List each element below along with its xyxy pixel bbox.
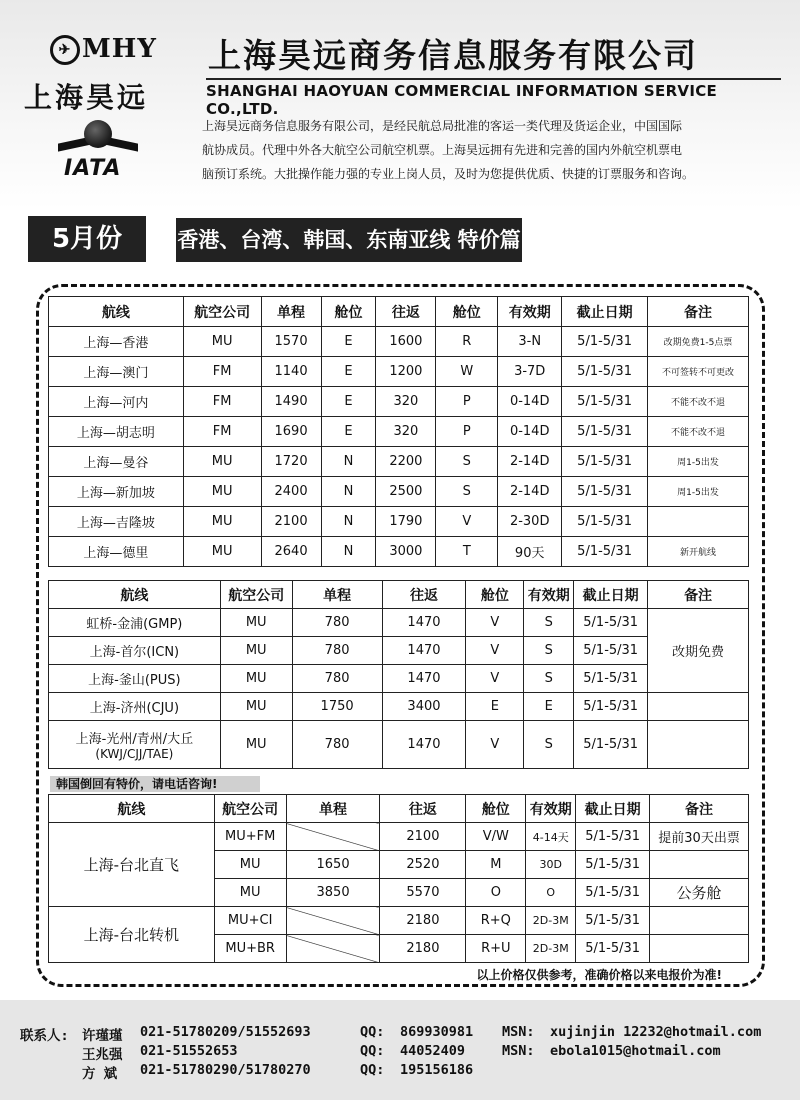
contact-name: 王兆强 <box>82 1047 123 1063</box>
roundtrip-cell: 1470 <box>382 665 466 693</box>
company-name-en: SHANGHAI HAOYUAN COMMERCIAL INFORMATION SERVICE CO.,LTD. <box>206 78 781 118</box>
airline-cell: MU <box>183 477 261 507</box>
deadline-cell: 5/1-5/31 <box>562 477 648 507</box>
oneway-cell: 1690 <box>261 417 321 447</box>
col-header: 航空公司 <box>214 795 286 823</box>
oneway-cell: 2100 <box>261 507 321 537</box>
msn-address[interactable]: ebola1015@hotmail.com <box>550 1043 721 1059</box>
airline-cell: MU <box>220 721 292 769</box>
route-cell: 上海—新加坡 <box>49 477 184 507</box>
deadline-cell: 5/1-5/31 <box>562 507 648 537</box>
col-header: 备注 <box>648 581 749 609</box>
col-header: 舱位 <box>466 795 526 823</box>
remark-cell: 公务舱 <box>650 879 749 907</box>
class-cell: V <box>466 665 524 693</box>
class-cell: E <box>321 327 376 357</box>
col-header: 航线 <box>49 297 184 327</box>
remark-cell: 改期免费 <box>648 609 749 693</box>
month-badge: 5月份 <box>28 216 146 262</box>
remark-cell <box>650 935 749 963</box>
validity-cell: 4-14天 <box>526 823 576 851</box>
table-row <box>49 693 749 721</box>
class-cell: T <box>436 537 498 567</box>
col-header: 往返 <box>380 795 466 823</box>
header-banner <box>0 0 800 210</box>
roundtrip-cell: 2520 <box>380 851 466 879</box>
airline-cell: MU <box>220 609 292 637</box>
validity-cell: O <box>526 879 576 907</box>
validity-cell: 2-30D <box>498 507 562 537</box>
oneway-cell: 3850 <box>286 879 380 907</box>
route-cell: 上海-台北转机 <box>49 907 215 963</box>
msn-label: MSN: <box>502 1024 535 1040</box>
airline-cell: MU <box>183 537 261 567</box>
route-codes: (KWJ/CJJ/TAE) <box>95 747 174 761</box>
contact-name: 许瑾瑾 <box>82 1028 123 1044</box>
table-header-row <box>49 795 749 823</box>
roundtrip-cell: 320 <box>376 417 436 447</box>
deadline-cell: 5/1-5/31 <box>562 327 648 357</box>
korea-fare-table <box>48 580 749 769</box>
table-row <box>49 823 749 851</box>
oneway-cell: 780 <box>292 609 382 637</box>
airline-cell: MU <box>183 327 261 357</box>
col-header: 往返 <box>382 581 466 609</box>
col-header: 有效期 <box>498 297 562 327</box>
logo-chinese-name: 上海昊远 <box>24 81 149 114</box>
oneway-cell-empty <box>286 823 380 851</box>
airline-cell: FM <box>183 417 261 447</box>
airline-cell: MU <box>220 637 292 665</box>
remark-cell <box>650 851 749 879</box>
roundtrip-cell: 1200 <box>376 357 436 387</box>
deadline-cell: 5/1-5/31 <box>562 357 648 387</box>
contact-phone: 021-51552653 <box>140 1043 238 1059</box>
qq-number: 869930981 <box>400 1024 474 1040</box>
remark-cell <box>650 907 749 935</box>
col-header: 舱位 <box>321 297 376 327</box>
table-row <box>49 507 749 537</box>
msn-address[interactable]: xujinjin 12232@hotmail.com <box>550 1024 762 1040</box>
table-row <box>49 907 749 935</box>
contact-phone: 021-51780290/51780270 <box>140 1062 311 1078</box>
remark-cell <box>648 693 749 721</box>
remark-cell <box>648 507 749 537</box>
class-cell: S <box>436 447 498 477</box>
intro-line: 脑预订系统。大批操作能力强的专业上岗人员，及时为您提供优质、快捷的订票服务和咨询。 <box>202 167 695 181</box>
roundtrip-cell: 2100 <box>380 823 466 851</box>
airline-cell: MU <box>183 447 261 477</box>
remark-cell: 不能不改不退 <box>648 387 749 417</box>
col-header: 航空公司 <box>183 297 261 327</box>
qq-number: 195156186 <box>400 1062 474 1078</box>
route-cell: 上海-釜山(PUS) <box>49 665 221 693</box>
logo-emblem-icon: ✈ <box>50 35 80 65</box>
route-cell: 上海—澳门 <box>49 357 184 387</box>
col-header: 单程 <box>261 297 321 327</box>
route-cell: 上海—吉隆坡 <box>49 507 184 537</box>
class-cell: V/W <box>466 823 526 851</box>
class-cell: O <box>466 879 526 907</box>
col-header: 备注 <box>650 795 749 823</box>
intro-line: 航协成员。代理中外各大航空公司航空机票。上海昊远拥有先进和完善的国内外航空机票电 <box>202 143 683 157</box>
validity-cell: 3-N <box>498 327 562 357</box>
iata-logo <box>58 118 138 184</box>
korea-special-note: 韩国倒回有特价，请电话咨询! <box>50 776 260 792</box>
col-header: 有效期 <box>526 795 576 823</box>
airline-cell: MU+CI <box>214 907 286 935</box>
airline-cell: FM <box>183 387 261 417</box>
remark-cell: 改期免费1-5点票 <box>648 327 749 357</box>
class-cell: E <box>321 357 376 387</box>
remark-cell: 周1-5出发 <box>648 447 749 477</box>
qq-label: QQ: <box>360 1043 385 1059</box>
iata-text: IATA <box>64 156 122 181</box>
deadline-cell: 5/1-5/31 <box>576 823 650 851</box>
airline-cell: MU <box>220 665 292 693</box>
col-header: 截止日期 <box>574 581 648 609</box>
validity-cell: S <box>524 609 574 637</box>
deadline-cell: 5/1-5/31 <box>576 935 650 963</box>
contact-phone: 021-51780209/51552693 <box>140 1024 311 1040</box>
remark-cell: 不能不改不退 <box>648 417 749 447</box>
route-cell: 上海—河内 <box>49 387 184 417</box>
oneway-cell: 1720 <box>261 447 321 477</box>
class-cell: N <box>321 447 376 477</box>
oneway-cell: 1650 <box>286 851 380 879</box>
deadline-cell: 5/1-5/31 <box>574 637 648 665</box>
table-row <box>49 537 749 567</box>
remark-cell: 新开航线 <box>648 537 749 567</box>
col-header: 航空公司 <box>220 581 292 609</box>
logo-text: MHY <box>82 34 157 64</box>
col-header: 截止日期 <box>576 795 650 823</box>
validity-cell: 30D <box>526 851 576 879</box>
msn-label: MSN: <box>502 1043 535 1059</box>
oneway-cell: 1490 <box>261 387 321 417</box>
table-row <box>49 665 749 693</box>
validity-cell: 90天 <box>498 537 562 567</box>
roundtrip-cell: 1790 <box>376 507 436 537</box>
deadline-cell: 5/1-5/31 <box>574 721 648 769</box>
deadline-cell: 5/1-5/31 <box>576 907 650 935</box>
airline-cell: MU+FM <box>214 823 286 851</box>
deadline-cell: 5/1-5/31 <box>576 879 650 907</box>
airline-cell: MU <box>220 693 292 721</box>
col-header: 单程 <box>286 795 380 823</box>
globe-icon <box>84 120 112 148</box>
taiwan-fare-table <box>48 794 749 963</box>
oneway-cell: 1140 <box>261 357 321 387</box>
class-cell: V <box>436 507 498 537</box>
table-row <box>49 417 749 447</box>
deadline-cell: 5/1-5/31 <box>562 417 648 447</box>
airline-cell: MU <box>214 879 286 907</box>
col-header: 舱位 <box>466 581 524 609</box>
oneway-cell: 2400 <box>261 477 321 507</box>
roundtrip-cell: 1470 <box>382 637 466 665</box>
table-header-row <box>49 581 749 609</box>
qq-label: QQ: <box>360 1062 385 1078</box>
class-cell: E <box>321 417 376 447</box>
validity-cell: S <box>524 665 574 693</box>
airline-cell: FM <box>183 357 261 387</box>
class-cell: N <box>321 537 376 567</box>
roundtrip-cell: 2500 <box>376 477 436 507</box>
col-header: 有效期 <box>524 581 574 609</box>
route-cell: 上海-济州(CJU) <box>49 693 221 721</box>
table-row <box>49 447 749 477</box>
class-cell: V <box>466 637 524 665</box>
class-cell: W <box>436 357 498 387</box>
class-cell: R+Q <box>466 907 526 935</box>
oneway-cell: 780 <box>292 721 382 769</box>
deadline-cell: 5/1-5/31 <box>574 609 648 637</box>
class-cell: P <box>436 417 498 447</box>
route-cell: 上海—香港 <box>49 327 184 357</box>
qq-label: QQ: <box>360 1024 385 1040</box>
class-cell: V <box>466 721 524 769</box>
remark-cell: 提前30天出票 <box>650 823 749 851</box>
class-cell: M <box>466 851 526 879</box>
class-cell: E <box>321 387 376 417</box>
class-cell: N <box>321 477 376 507</box>
roundtrip-cell: 2180 <box>380 907 466 935</box>
contact-footer <box>0 1000 800 1100</box>
table-row <box>49 477 749 507</box>
validity-cell: 3-7D <box>498 357 562 387</box>
class-cell: S <box>436 477 498 507</box>
roundtrip-cell: 1470 <box>382 721 466 769</box>
oneway-cell: 780 <box>292 637 382 665</box>
southeast-asia-fare-table <box>48 296 749 567</box>
table-row <box>49 357 749 387</box>
table-row <box>49 609 749 637</box>
validity-cell: 0-14D <box>498 387 562 417</box>
roundtrip-cell: 1600 <box>376 327 436 357</box>
oneway-cell-empty <box>286 935 380 963</box>
roundtrip-cell: 320 <box>376 387 436 417</box>
table-row <box>49 327 749 357</box>
validity-cell: 0-14D <box>498 417 562 447</box>
roundtrip-cell: 2180 <box>380 935 466 963</box>
airline-cell: MU <box>183 507 261 537</box>
airline-cell: MU+BR <box>214 935 286 963</box>
deadline-cell: 5/1-5/31 <box>574 693 648 721</box>
deadline-cell: 5/1-5/31 <box>562 537 648 567</box>
oneway-cell: 1750 <box>292 693 382 721</box>
remark-cell: 周1-5出发 <box>648 477 749 507</box>
oneway-cell: 2640 <box>261 537 321 567</box>
qq-number: 44052409 <box>400 1043 466 1059</box>
col-header: 截止日期 <box>562 297 648 327</box>
route-cell <box>49 721 221 769</box>
validity-cell: S <box>524 637 574 665</box>
col-header: 航线 <box>49 581 221 609</box>
title-badge: 香港、台湾、韩国、东南亚线 特价篇 <box>176 218 522 262</box>
roundtrip-cell: 3400 <box>382 693 466 721</box>
remark-cell <box>648 721 749 769</box>
col-header: 航线 <box>49 795 215 823</box>
route-cell: 上海—胡志明 <box>49 417 184 447</box>
contact-name: 方 斌 <box>82 1066 118 1082</box>
company-intro <box>202 114 777 186</box>
route-cell: 虹桥-金浦(GMP) <box>49 609 221 637</box>
route-line: 上海-光州/青州/大丘 <box>75 732 194 747</box>
airline-cell: MU <box>214 851 286 879</box>
validity-cell: 2D-3M <box>526 907 576 935</box>
col-header: 单程 <box>292 581 382 609</box>
class-cell: R <box>436 327 498 357</box>
price-disclaimer: 以上价格仅供参考，准确价格以来电报价为准! <box>476 968 722 982</box>
roundtrip-cell: 1470 <box>382 609 466 637</box>
roundtrip-cell: 2200 <box>376 447 436 477</box>
table-row <box>49 387 749 417</box>
oneway-cell: 1570 <box>261 327 321 357</box>
validity-cell: E <box>524 693 574 721</box>
route-cell: 上海-台北直飞 <box>49 823 215 907</box>
col-header: 备注 <box>648 297 749 327</box>
intro-line: 上海昊远商务信息服务有限公司，是经民航总局批准的客运一类代理及货运企业，中国国际 <box>202 119 683 133</box>
oneway-cell-empty <box>286 907 380 935</box>
remark-cell: 不可签转不可更改 <box>648 357 749 387</box>
deadline-cell: 5/1-5/31 <box>562 447 648 477</box>
table-header-row <box>49 297 749 327</box>
deadline-cell: 5/1-5/31 <box>574 665 648 693</box>
deadline-cell: 5/1-5/31 <box>562 387 648 417</box>
roundtrip-cell: 3000 <box>376 537 436 567</box>
class-cell: R+U <box>466 935 526 963</box>
table-row <box>49 721 749 769</box>
roundtrip-cell: 5570 <box>380 879 466 907</box>
deadline-cell: 5/1-5/31 <box>576 851 650 879</box>
validity-cell: 2-14D <box>498 477 562 507</box>
route-cell: 上海-首尔(ICN) <box>49 637 221 665</box>
class-cell: V <box>466 609 524 637</box>
col-header: 舱位 <box>436 297 498 327</box>
validity-cell: S <box>524 721 574 769</box>
company-logo <box>50 34 157 65</box>
class-cell: P <box>436 387 498 417</box>
contact-label: 联系人: <box>20 1028 69 1044</box>
class-cell: E <box>466 693 524 721</box>
validity-cell: 2D-3M <box>526 935 576 963</box>
company-name-cn: 上海昊远商务信息服务有限公司 <box>208 36 698 75</box>
col-header: 往返 <box>376 297 436 327</box>
validity-cell: 2-14D <box>498 447 562 477</box>
oneway-cell: 780 <box>292 665 382 693</box>
table-row <box>49 637 749 665</box>
class-cell: N <box>321 507 376 537</box>
route-cell: 上海—曼谷 <box>49 447 184 477</box>
route-cell: 上海—德里 <box>49 537 184 567</box>
